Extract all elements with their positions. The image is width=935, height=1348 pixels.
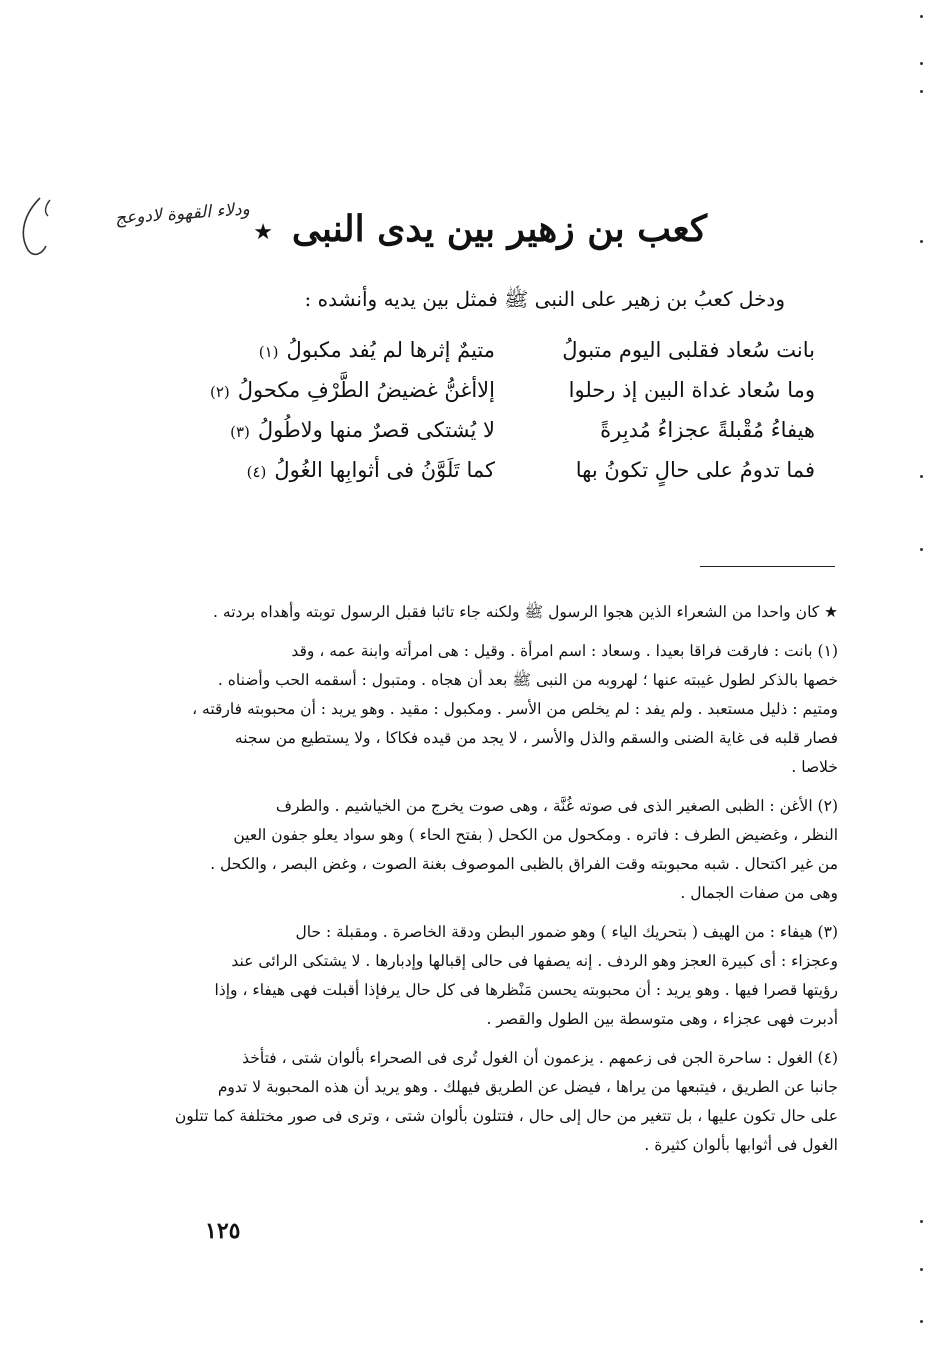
page-title: كعب بن زهير بين يدى النبى [291, 208, 707, 250]
footnote-line: الغول فى أثوابها بألوان كثيرة . [644, 1136, 838, 1154]
verse-second-hemistich: كما تَلَوَّنُ فى أثوابِها الغُولُ(٤) [246, 458, 495, 482]
footnote-line: خلاصا . [791, 758, 838, 776]
footnote-line: ★ كان واحدا من الشعراء الذين هجوا الرسول ﷺ ولكنه جاء تائبا فقبل الرسول توبته وأهداه بردته . [213, 603, 838, 621]
verse-number: (٤) [246, 463, 267, 481]
footnote-line: وهى من صفات الجمال . [680, 884, 838, 902]
footnote-line: (٢) الأغن : الظبى الصغير الذى فى صوته غُنَّة ، وهى صوت يخرج من الخياشيم . والطرف [275, 797, 838, 815]
verse-second-hemistich: لا يُشتكى قصرٌ منها ولاطُولُ(٣) [230, 418, 495, 442]
verse-number: (٣) [230, 423, 250, 441]
verse-first-hemistich: هيفاءُ مُقْبلةً عجزاءُ مُدبِرةً [600, 418, 815, 442]
verse-number: (١) [258, 343, 279, 361]
footnote-line: النظر ، وغضيض الطرف : فاتره . ومكحول من الكحل ( بفتح الحاء ) وهو سواد يعلو جفون العين [233, 826, 838, 844]
footnote-line: رؤيتها قصرا فيها . وهو يريد : أن محبوبته يحسن مَنْظرها فى كل حال يرفإذا أقبلت فهى هيفاء ، وإذا [214, 981, 838, 999]
verse-second-hemistich: إلاأغنُّ غضيضُ الطَّرْفِ مكحولُ(٢) [209, 378, 495, 402]
footnote-line: (١) بانت : فارقت فراقا بعيدا . وسعاد : اسم امرأة . وقيل : هى امرأته وابنة عمه ، وقد [291, 642, 838, 660]
footnote-4 [158, 1044, 838, 1160]
footnote-3 [158, 918, 838, 1034]
footnote-2 [158, 792, 838, 908]
handwriting-stroke-icon [10, 188, 250, 268]
title-footnote-marker: ★ [253, 220, 273, 245]
verse-first-hemistich: فما تدومُ على حالٍ تكونُ بها [575, 458, 815, 482]
footnote-line: ومتيم : ذليل مستعبد . ولم يفد : لم يخلص من الأسر . ومكبول : مقيد . وهو يريد : أن محبوبته فارقته ، [192, 700, 838, 718]
verse-second-hemistich: متيمٌ إثرها لم يُفد مكبولُ(١) [258, 338, 495, 362]
footnote-line: (٤) الغول : ساحرة الجن فى زعمهم . يزعمون أن الغول تُرى فى الصحراء بألوان شتى ، فتأخذ [242, 1049, 838, 1067]
footnote-line: من غير اكتحال . شبه محبوبته وقت الفراق بالظبى الموصوف بغنة الصوت ، وغض البصر ، والكحل . [210, 855, 838, 873]
poem-verses [155, 330, 815, 490]
footnote-line: على حال تكون عليها ، بل تتغير من حال إلى حال ، فتتلون بألوان شتى ، وترى فى صور مختلفة كما تتلون [174, 1107, 838, 1125]
verse-number: (٢) [209, 383, 230, 401]
handwritten-note [10, 188, 250, 268]
handwritten-text: ودلاء القهوة لادوعج [114, 199, 251, 229]
intro-line: ودخل كعبُ بن زهير على النبى ﷺ فمثل بين يديه وأنشده : [304, 287, 785, 311]
verse-first-hemistich: بانت سُعاد فقلبى اليوم متبولُ [562, 338, 815, 362]
verse-line [155, 410, 815, 450]
verse-first-hemistich: وما سُعاد غداة البين إذ رحلوا [568, 378, 815, 402]
verse-line [155, 370, 815, 410]
footnote-line: (٣) هيفاء : من الهيف ( بتحريك الياء ) وهو ضمور البطن ودقة الخاصرة . ومقبلة : حال [295, 923, 838, 941]
footnote-star [158, 598, 838, 627]
verse-line [155, 330, 815, 370]
footnote-1 [158, 637, 838, 782]
footnote-line: جانبا عن الطريق ، فيتبعها من يراها ، فيضل عن الطريق فيهلك . وهو يريد أن هذه المحبوبة لا تدوم [217, 1078, 838, 1096]
footnote-line: فصار قلبه فى غاية الضنى والسقم والذل والأسر ، لا يجد من قيده فكاكا ، ولا يستطيع من سجنه [234, 729, 838, 747]
footnote-separator [700, 566, 835, 567]
verse-line [155, 450, 815, 490]
footnote-line: أدبرت فهى عجزاء ، وهى متوسطة بين الطول والقصر . [486, 1010, 838, 1028]
footnote-line: خصها بالذكر لطول غيبته عنها ؛ لهروبه من النبى ﷺ بعد أن هجاه . ومتبول : أسقمه الحب وأضناه . [217, 671, 838, 689]
page-number: ١٢٥ [205, 1218, 241, 1244]
scan-margin-marks [905, 0, 935, 1348]
footnote-line: وعجزاء : أى كبيرة العجز وهو الردف . إنه يصفها فى حالى إقبالها وإدبارها . لا يشتكى الرائى عند [231, 952, 838, 970]
footnotes [158, 598, 838, 1170]
